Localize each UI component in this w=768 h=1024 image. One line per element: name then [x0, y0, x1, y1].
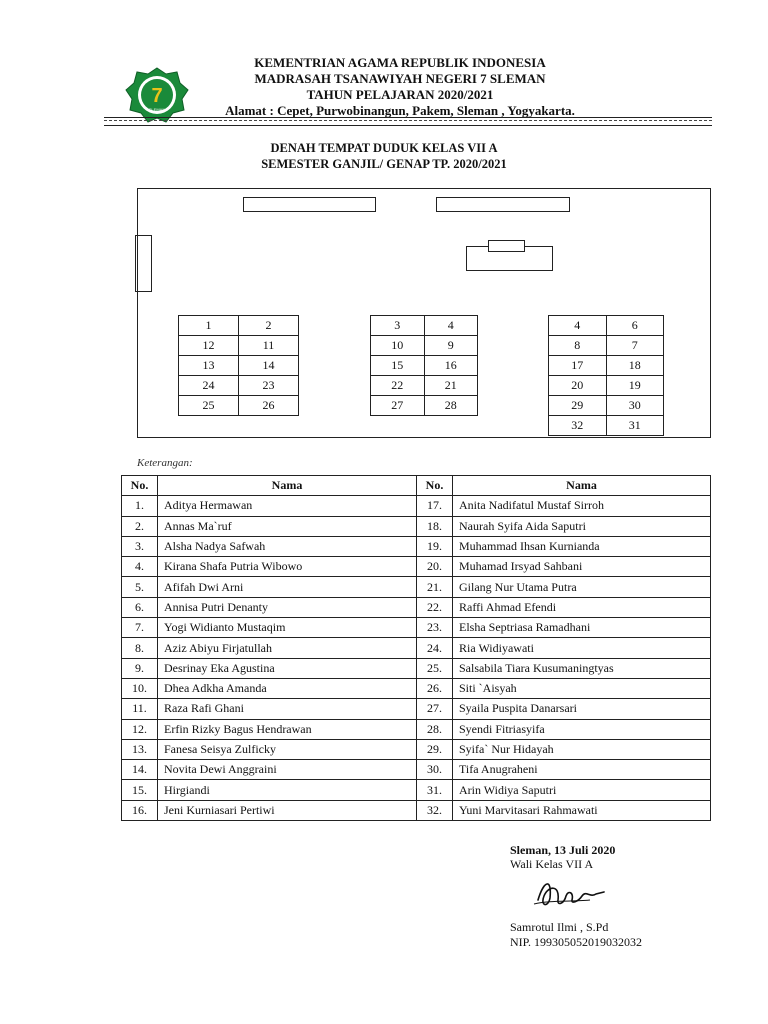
seat-number: 19 [606, 376, 664, 396]
student-name: Dhea Adkha Amanda [158, 678, 417, 698]
seat-row [371, 356, 478, 376]
student-name: Salsabila Tiara Kusumaningtyas [453, 658, 711, 678]
seat-number: 2 [239, 316, 299, 336]
seat-row [371, 376, 478, 396]
seat-number: 13 [179, 356, 239, 376]
seat-group-left [178, 315, 299, 416]
teacher-nip: NIP. 199305052019032032 [510, 935, 643, 949]
student-number: 26. [417, 678, 453, 698]
table-row [122, 496, 711, 516]
handwritten-signature [530, 870, 610, 915]
seat-row [549, 356, 664, 376]
student-number: 31. [417, 780, 453, 800]
student-name: Anita Nadifatul Mustaf Sirroh [453, 496, 711, 516]
table-row [122, 638, 711, 658]
student-number: 9. [122, 658, 158, 678]
student-number: 6. [122, 597, 158, 617]
seat-number: 30 [606, 396, 664, 416]
student-name: Aditya Hermawan [158, 496, 417, 516]
table-row [122, 760, 711, 780]
student-number: 21. [417, 577, 453, 597]
seat-row [371, 396, 478, 416]
student-name: Hirgiandi [158, 780, 417, 800]
student-number: 8. [122, 638, 158, 658]
student-number: 24. [417, 638, 453, 658]
student-name: Muhamad Irsyad Sahbani [453, 557, 711, 577]
student-number: 12. [122, 719, 158, 739]
student-number: 3. [122, 536, 158, 556]
seat-number: 16 [424, 356, 478, 376]
table-row [122, 678, 711, 698]
seat-number: 24 [179, 376, 239, 396]
header-no-2: No. [417, 476, 453, 496]
legend-label: Keterangan: [137, 457, 193, 469]
teacher-name: Samrotul Ilmi , S.Pd [510, 920, 609, 934]
table-row [122, 597, 711, 617]
seat-number: 23 [239, 376, 299, 396]
student-name: Annisa Putri Denanty [158, 597, 417, 617]
table-row [122, 557, 711, 577]
student-number: 22. [417, 597, 453, 617]
ministry-name: KEMENTRIAN AGAMA REPUBLIK INDONESIA [254, 55, 546, 70]
student-number: 20. [417, 557, 453, 577]
seat-row [179, 336, 299, 356]
seat-number: 4 [549, 316, 607, 336]
student-name: Syifa` Nur Hidayah [453, 739, 711, 759]
student-name: Kirana Shafa Putria Wibowo [158, 557, 417, 577]
student-name: Raffi Ahmad Efendi [453, 597, 711, 617]
student-number: 17. [417, 496, 453, 516]
seat-row [549, 416, 664, 436]
seat-number: 20 [549, 376, 607, 396]
classroom-door [135, 235, 152, 292]
seat-row [549, 376, 664, 396]
seat-number: 3 [371, 316, 425, 336]
table-row [122, 658, 711, 678]
seat-row [179, 396, 299, 416]
student-name: Syendi Fitriasyifa [453, 719, 711, 739]
seat-row [371, 316, 478, 336]
student-list-table [121, 475, 711, 821]
seat-number: 1 [179, 316, 239, 336]
student-name: Yogi Widianto Mustaqim [158, 618, 417, 638]
seat-number: 17 [549, 356, 607, 376]
student-name: Ria Widiyawati [453, 638, 711, 658]
student-number: 2. [122, 516, 158, 536]
table-row [122, 618, 711, 638]
student-name: Annas Ma`ruf [158, 516, 417, 536]
school-name: MADRASAH TSANAWIYAH NEGERI 7 SLEMAN [254, 71, 546, 86]
seat-group-middle [370, 315, 478, 416]
student-number: 25. [417, 658, 453, 678]
table-row [122, 577, 711, 597]
student-name: Gilang Nur Utama Putra [453, 577, 711, 597]
student-name: Novita Dewi Anggraini [158, 760, 417, 780]
student-number: 28. [417, 719, 453, 739]
student-name: Elsha Septriasa Ramadhani [453, 618, 711, 638]
signature-date: Sleman, 13 Juli 2020 [510, 843, 616, 857]
school-address: Alamat : Cepet, Purwobinangun, Pakem, Sleman , Yogyakarta. [225, 103, 575, 118]
student-number: 19. [417, 536, 453, 556]
student-name: Jeni Kurniasari Pertiwi [158, 800, 417, 820]
table-row [122, 739, 711, 759]
seat-row [179, 376, 299, 396]
table-row [122, 536, 711, 556]
student-number: 13. [122, 739, 158, 759]
student-name: Raza Rafi Ghani [158, 699, 417, 719]
student-number: 30. [417, 760, 453, 780]
student-number: 15. [122, 780, 158, 800]
student-name: Desrinay Eka Agustina [158, 658, 417, 678]
student-name: Siti `Aisyah [453, 678, 711, 698]
whiteboard-right [436, 197, 570, 212]
table-header-row [122, 476, 711, 496]
title-line-2: SEMESTER GANJIL/ GENAP TP. 2020/2021 [261, 157, 507, 171]
seat-number: 18 [606, 356, 664, 376]
seat-number: 22 [371, 376, 425, 396]
student-name: Fanesa Seisya Zulficky [158, 739, 417, 759]
academic-year: TAHUN PELAJARAN 2020/2021 [306, 87, 494, 102]
student-name: Tifa Anugraheni [453, 760, 711, 780]
student-name: Erfin Rizky Bagus Hendrawan [158, 719, 417, 739]
seat-number: 11 [239, 336, 299, 356]
logo-caption: SLEMAN [148, 107, 166, 112]
student-number: 16. [122, 800, 158, 820]
seat-row [179, 356, 299, 376]
seat-number: 28 [424, 396, 478, 416]
title-line-1: DENAH TEMPAT DUDUK KELAS VII A [270, 141, 498, 155]
seat-number: 12 [179, 336, 239, 356]
table-row [122, 516, 711, 536]
student-number: 27. [417, 699, 453, 719]
seat-row [371, 336, 478, 356]
student-number: 4. [122, 557, 158, 577]
student-name: Muhammad Ihsan Kurnianda [453, 536, 711, 556]
seat-number: 31 [606, 416, 664, 436]
student-number: 1. [122, 496, 158, 516]
seat-number: 21 [424, 376, 478, 396]
student-number: 23. [417, 618, 453, 638]
document-title [150, 140, 618, 172]
signature-role: Wali Kelas VII A [510, 857, 594, 871]
student-number: 14. [122, 760, 158, 780]
student-name: Syaila Puspita Danarsari [453, 699, 711, 719]
student-name: Aziz Abiyu Firjatullah [158, 638, 417, 658]
student-name: Yuni Marvitasari Rahmawati [453, 800, 711, 820]
student-number: 11. [122, 699, 158, 719]
seat-number: 14 [239, 356, 299, 376]
letterhead [200, 55, 600, 119]
header-name-2: Nama [453, 476, 711, 496]
student-number: 18. [417, 516, 453, 536]
student-number: 32. [417, 800, 453, 820]
student-name: Arin Widiya Saputri [453, 780, 711, 800]
student-name: Naurah Syifa Aida Saputri [453, 516, 711, 536]
seat-number: 8 [549, 336, 607, 356]
seat-number: 25 [179, 396, 239, 416]
logo-number: 7 [151, 85, 163, 107]
seat-number: 26 [239, 396, 299, 416]
header-divider [104, 117, 712, 126]
student-number: 5. [122, 577, 158, 597]
seat-group-right [548, 315, 664, 436]
seat-number: 7 [606, 336, 664, 356]
table-row [122, 719, 711, 739]
seat-number: 32 [549, 416, 607, 436]
seat-number: 15 [371, 356, 425, 376]
whiteboard-left [243, 197, 376, 212]
seat-row [549, 336, 664, 356]
seat-row [179, 316, 299, 336]
table-row [122, 780, 711, 800]
teacher-chair [488, 240, 525, 252]
student-name: Alsha Nadya Safwah [158, 536, 417, 556]
seat-number: 29 [549, 396, 607, 416]
seat-number: 10 [371, 336, 425, 356]
student-name: Afifah Dwi Arni [158, 577, 417, 597]
student-number: 10. [122, 678, 158, 698]
seat-number: 9 [424, 336, 478, 356]
header-no-1: No. [122, 476, 158, 496]
table-row [122, 699, 711, 719]
seat-number: 27 [371, 396, 425, 416]
student-number: 29. [417, 739, 453, 759]
table-row [122, 800, 711, 820]
student-number: 7. [122, 618, 158, 638]
seat-number: 4 [424, 316, 478, 336]
seat-number: 6 [606, 316, 664, 336]
seat-row [549, 396, 664, 416]
seat-row [549, 316, 664, 336]
header-name-1: Nama [158, 476, 417, 496]
